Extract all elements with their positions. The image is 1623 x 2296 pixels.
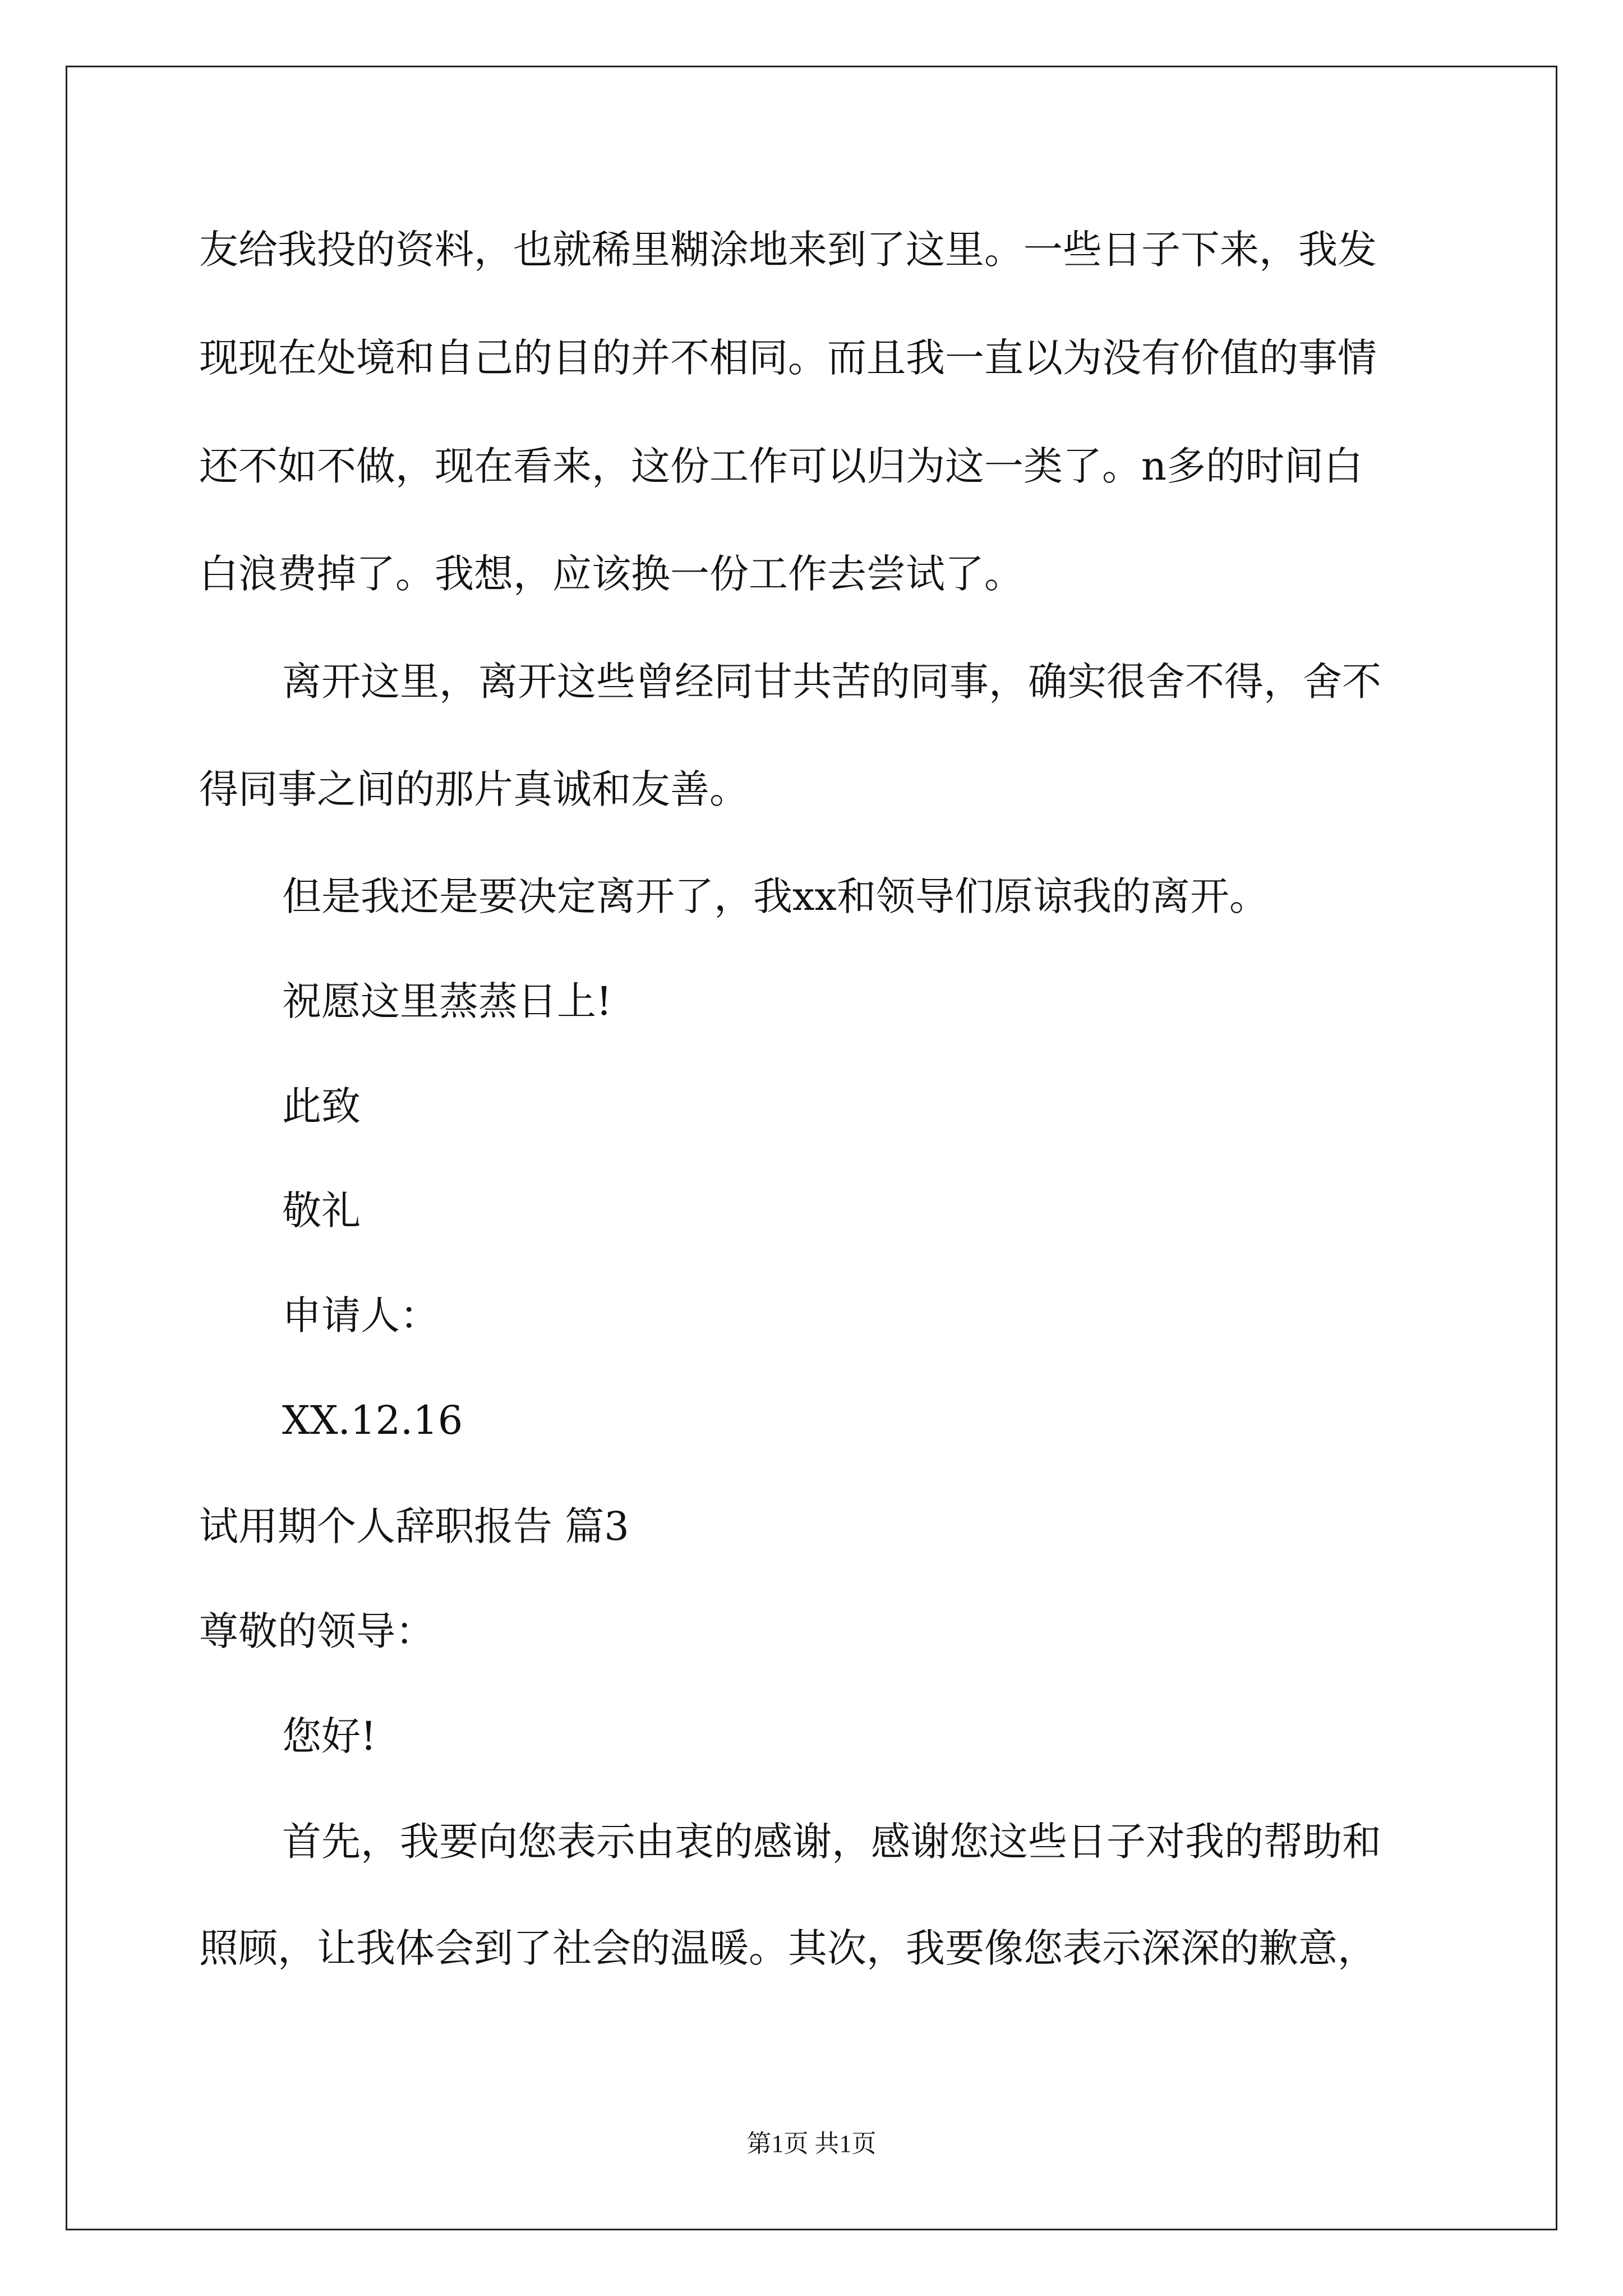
salutation: 尊敬的领导： [199, 1608, 435, 1654]
paragraph-line-3: 还不如不做，现在看来，这份工作可以归为这一类了。n多的时间白 [199, 443, 1363, 489]
paragraph-line-5: 离开这里，离开这些曾经同甘共苦的同事，确实很舍不得，舍不 [282, 659, 1381, 705]
paragraph-line-2: 现现在处境和自己的目的并不相同。而且我一直以为没有价值的事情 [199, 335, 1377, 381]
page-footer: 第1页 共1页 [746, 2130, 877, 2157]
applicant-label: 申请人： [282, 1292, 439, 1338]
date-line: XX.12.16 [282, 1397, 463, 1443]
paragraph-line-6: 得同事之间的那片真诚和友善。 [199, 766, 749, 812]
paragraph-line-8: 首先，我要向您表示由衷的感谢，感谢您这些日子对我的帮助和 [282, 1819, 1381, 1865]
greeting: 您好! [282, 1713, 377, 1759]
closing-cizhi: 此致 [282, 1083, 361, 1129]
closing-wish: 祝愿这里蒸蒸日上! [282, 978, 612, 1024]
section-title: 试用期个人辞职报告 篇3 [199, 1503, 629, 1549]
paragraph-line-4: 白浪费掉了。我想，应该换一份工作去尝试了。 [199, 551, 1023, 597]
paragraph-line-9: 照顾，让我体会到了社会的温暖。其次，我要像您表示深深的歉意， [199, 1925, 1377, 1971]
closing-jingli: 敬礼 [282, 1188, 361, 1234]
page-border [66, 66, 1557, 2230]
paragraph-line-7: 但是我还是要决定离开了，我xx和领导们原谅我的离开。 [282, 873, 1269, 919]
paragraph-line-1: 友给我投的资料，也就稀里糊涂地来到了这里。一些日子下来，我发 [199, 227, 1377, 273]
